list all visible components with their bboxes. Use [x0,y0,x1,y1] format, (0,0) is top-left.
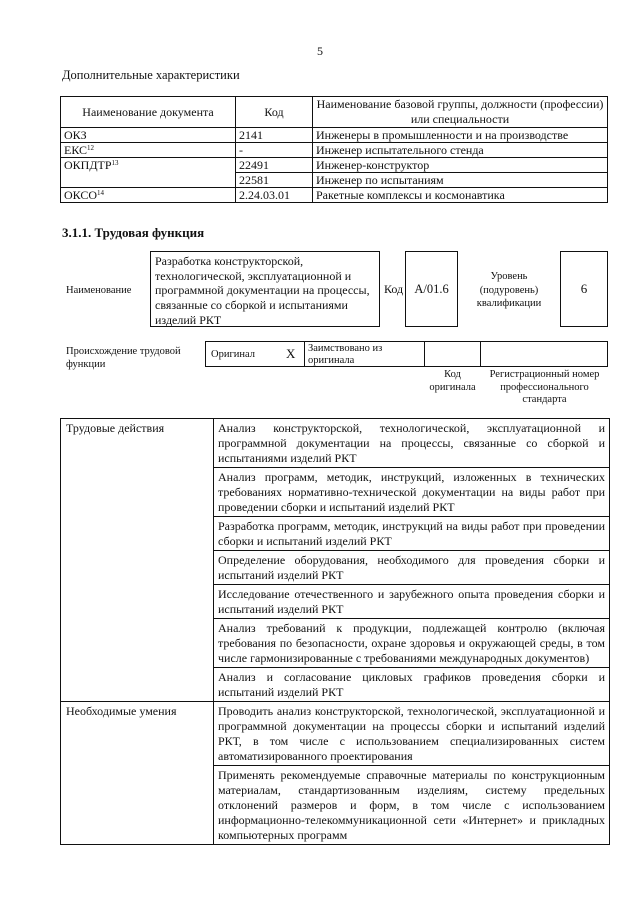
registration-number-caption: Регистрационный номер профессионального стандарта [489,369,600,405]
section-title: 3.1.1. Трудовая функция [62,225,205,240]
header-document: Наименование документа [61,97,236,128]
code-cell: 22491 [236,158,313,173]
origin-code-cell [424,341,481,367]
code-cell: - [236,143,313,158]
labor-action-item: Анализ программ, методик, инструкций, изложенных в технических требованиях нормативно-технической документации на виды работ при проведении сборки и испытаний изделий РКТ [214,468,610,517]
name-label: Наименование [66,285,132,296]
required-skill-item: Проводить анализ конструкторской, технологической, эксплуатационной и программной документации на процессы сборки и испытаний изделий РКТ, в том числе с использованием специализированных систем автоматизированного проектирования [214,702,610,766]
doc-cell: ОКСО$^{14}$ [61,188,236,203]
registration-number-cell [480,341,608,367]
extra-characteristics-table [60,96,608,203]
borrowed-cell [304,341,425,367]
origin-code-caption: Код оригинала [429,369,476,393]
origin-label: Происхождение трудовой функции [66,346,181,370]
labor-action-item: Анализ и согласование цикловых графиков проведения сборки и испытаний изделий РКТ [214,668,610,702]
original-text: Оригинал [211,349,255,360]
labor-actions-label: Трудовые действия [61,419,214,702]
labor-action-item: Исследование отечественного и зарубежного опыта проведения сборки и испытаний изделий РКТ [214,585,610,619]
group-name-cell: Инженер-конструктор [313,158,608,173]
table-row [61,143,608,158]
labor-action-item: Разработка программ, методик, инструкций на виды работ при проведении сборки и испытаний изделий РКТ [214,517,610,551]
function-code-box: А/01.6 [405,251,458,327]
table-row [61,419,610,468]
group-name-cell: Инженеры в промышленности и на производстве [313,128,608,143]
required-skill-item: Применять рекомендуемые справочные материалы по конструкционным материалам, стандартизованным изделиям, систему предельных отклонений размеров и форм, в том числе с использованием информационно-телекоммуникационной сети «Интернет» и прикладных компьютерных программ [214,766,610,845]
code-cell: 22581 [236,173,313,188]
table-header-row [61,97,608,128]
header-group-name: Наименование базовой группы, должности (профессии) или специальности [313,97,608,128]
doc-cell: ЕКС$^{12}$ [61,143,236,158]
function-name-box: Разработка конструкторской, технологической, эксплуатационной и программной документации на процессы, связанные со сборкой и испытаниями изделий РКТ [150,251,380,327]
labor-function-table [60,418,610,845]
doc-cell: ОКЗ [61,128,236,143]
table-row [61,702,610,766]
table-row [61,188,608,203]
labor-action-item: Анализ конструкторской, технологической, эксплуатационной и программной документации на процессы, связанные со сборкой и испытаниями изделий РКТ [214,419,610,468]
doc-cell: ОКПДТР$^{13}$ [61,158,236,188]
header-code: Код [236,97,313,128]
borrowed-text: Заимствовано из оригинала [308,343,383,366]
group-name-cell: Инженер по испытаниям [313,173,608,188]
table-row [61,158,608,173]
required-skills-label: Необходимые умения [61,702,214,845]
qualification-level-box: 6 [560,251,608,327]
labor-action-item: Анализ требований к продукции, подлежащей контролю (включая требования по безопасности, охране здоровья и окружающей среды, в том числе гармонизированные с требованиями международных документов) [214,619,610,668]
code-cell: 2.24.03.01 [236,188,313,203]
labor-action-item: Определение оборудования, необходимого для проведения сборки и испытаний изделий РКТ [214,551,610,585]
original-mark: X [286,346,296,361]
original-cell [205,341,305,367]
code-cell: 2141 [236,128,313,143]
page-number: 5 [317,44,323,58]
code-label: Код [384,282,404,296]
extra-characteristics-title: Дополнительные характеристики [62,68,240,82]
group-name-cell: Инженер испытательного стенда [313,143,608,158]
group-name-cell: Ракетные комплексы и космонавтика [313,188,608,203]
table-row [61,128,608,143]
level-label: Уровень (подуровень) квалификации [476,271,542,309]
